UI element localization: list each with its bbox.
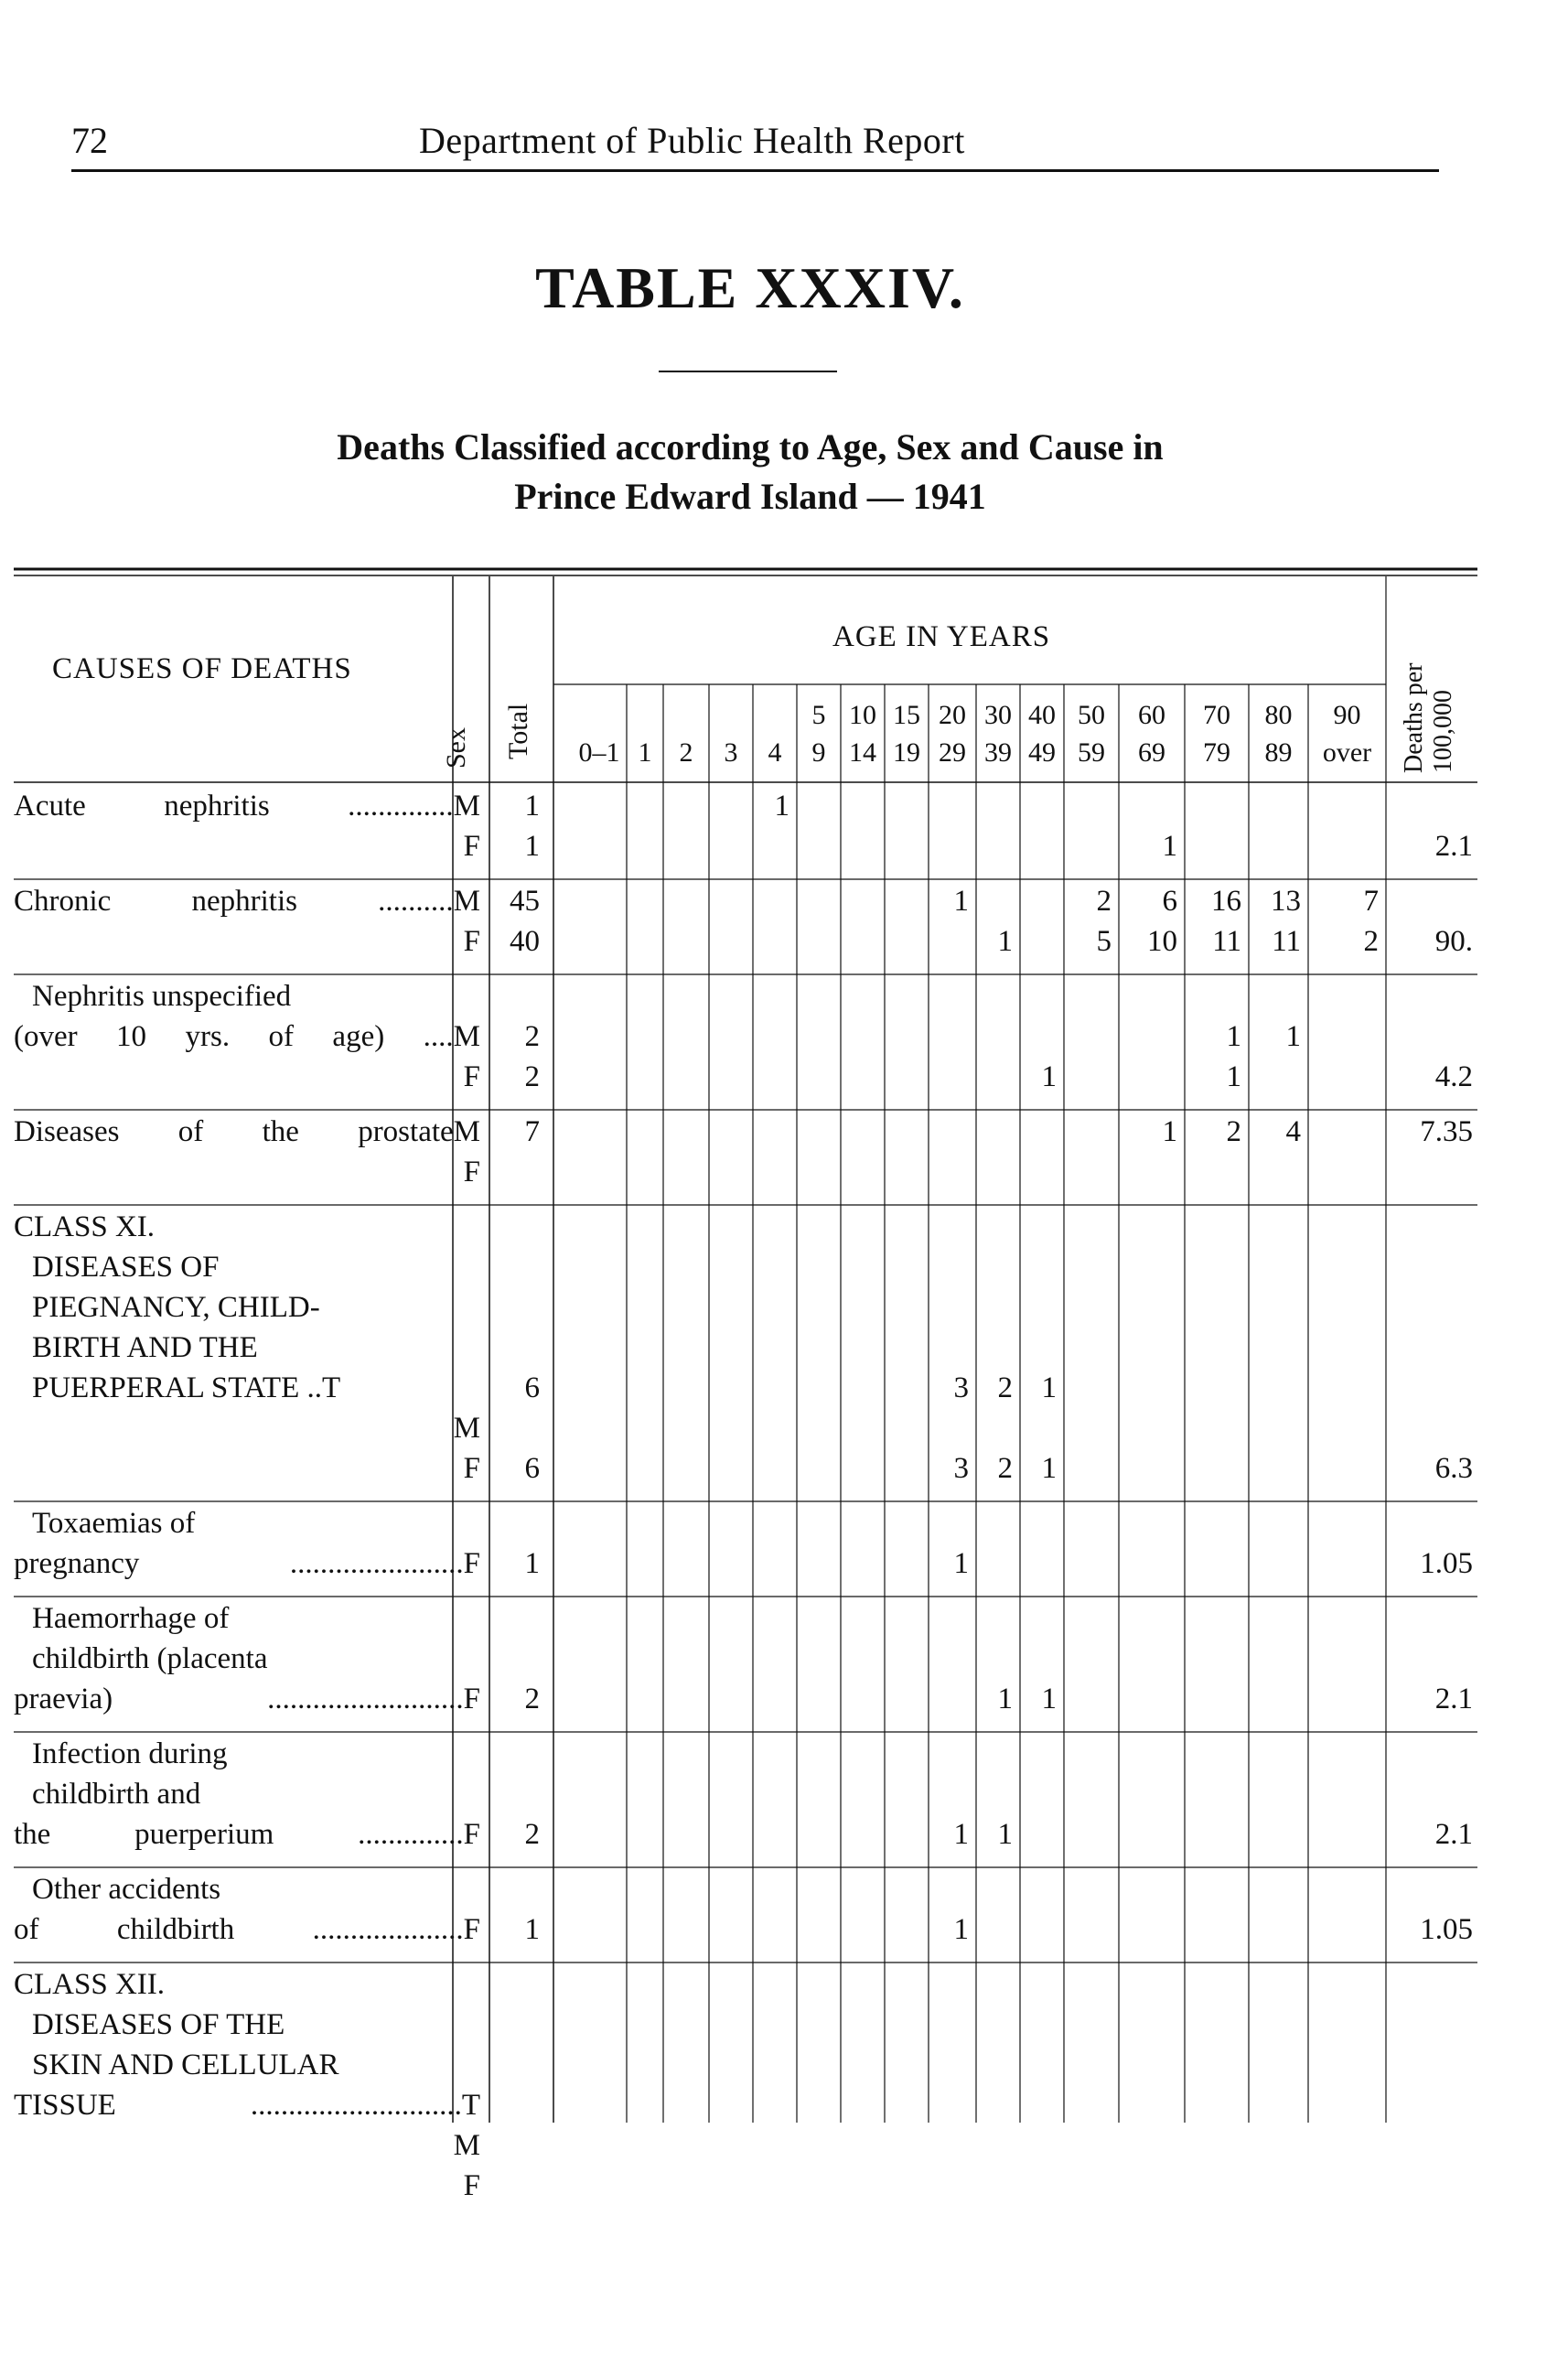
age-cell-value: 1 (953, 885, 969, 918)
row-label: Haemorrhage of (32, 1602, 230, 1635)
row-sex-label: M (453, 2129, 480, 2162)
row-total: 1 (524, 790, 540, 823)
age-cell-value: 1 (1162, 830, 1177, 863)
age-cell-value: 1 (1226, 1060, 1241, 1093)
age-col-header-bottom: 69 (1138, 737, 1165, 768)
row-label: the puerperium ..............F (14, 1818, 480, 1851)
age-col-header-bottom: 79 (1203, 737, 1230, 768)
age-col-header-bottom: 4 (768, 737, 782, 768)
age-cell-value: 1 (1285, 1020, 1301, 1053)
page-number: 72 (71, 120, 108, 161)
deaths-table (14, 567, 1477, 2202)
row-rate: 7.35 (1420, 1115, 1473, 1148)
age-cell-value: 2 (1363, 925, 1379, 958)
row-total: 2 (524, 1683, 540, 1715)
age-cell-value: 1 (1041, 1683, 1057, 1715)
age-col-header-bottom: 1 (638, 737, 652, 768)
caption-line-2: Prince Edward Island — 1941 (514, 476, 986, 517)
row-label: Other accidents (32, 1873, 221, 1906)
age-cell-value: 1 (953, 1913, 969, 1946)
age-cell-value: 1 (1041, 1371, 1057, 1404)
age-cell-value: 2 (1096, 885, 1112, 918)
row-label: PIEGNANCY, CHILD- (32, 1291, 320, 1324)
age-col-header-bottom: 29 (939, 737, 966, 768)
age-col-header-bottom: 9 (811, 737, 826, 768)
age-col-header-top: 5 (811, 700, 826, 730)
row-rate: 90. (1434, 925, 1473, 958)
table-caption (0, 423, 1500, 522)
row-total: 6 (524, 1371, 540, 1404)
row-sex-label: M (453, 1412, 480, 1445)
age-col-header-bottom: 19 (893, 737, 920, 768)
row-label: childbirth and (32, 1778, 201, 1811)
age-col-header-top: 60 (1138, 700, 1165, 730)
header-sex: Sex (441, 727, 471, 769)
table-title: TABLE XXXIV. (535, 255, 965, 320)
running-header (71, 119, 1439, 172)
age-cell-value: 13 (1271, 885, 1301, 918)
age-cell-value: 3 (953, 1371, 969, 1404)
row-sex-label: F (463, 1060, 480, 1093)
row-rate: 4.2 (1434, 1060, 1473, 1093)
row-label: Diseases of the prostateM (14, 1115, 480, 1148)
age-col-header-bottom: 0–1 (578, 737, 620, 768)
age-col-header-top: 80 (1264, 700, 1293, 730)
row-label: CLASS XI. (14, 1210, 156, 1243)
age-cell-value: 3 (953, 1452, 969, 1485)
row-total: 1 (524, 1913, 540, 1946)
age-cell-value: 2 (997, 1452, 1013, 1485)
age-col-header-top: 90 (1333, 700, 1361, 730)
age-cell-value: 16 (1211, 885, 1241, 918)
title-divider (659, 371, 837, 372)
age-cell-value: 1 (953, 1547, 969, 1580)
age-cell-value: 11 (1212, 925, 1241, 958)
age-cell-value: 1 (1162, 1115, 1177, 1148)
age-col-header-bottom: 89 (1264, 737, 1293, 768)
age-cell-value: 1 (774, 790, 789, 823)
header-age-in-years: AGE IN YEARS (832, 620, 1051, 653)
row-rate: 2.1 (1434, 1818, 1473, 1851)
caption-line-1: Deaths Classified according to Age, Sex and Cause in (337, 426, 1164, 468)
row-label: SKIN AND CELLULAR (32, 2049, 339, 2081)
row-label: Nephritis unspecified (32, 980, 292, 1013)
row-label: DISEASES OF THE (32, 2008, 285, 2041)
row-rate: 2.1 (1434, 1683, 1473, 1715)
row-sex-label: F (463, 2169, 480, 2202)
age-cell-value: 4 (1285, 1115, 1301, 1148)
row-label: of childbirth ....................F (14, 1913, 480, 1946)
row-label: Toxaemias of (32, 1507, 196, 1540)
row-label: PUERPERAL STATE ..T (32, 1371, 341, 1404)
header-total: Total (503, 703, 533, 759)
age-col-header-top: 20 (939, 700, 966, 730)
row-label: pregnancy .......................F (14, 1547, 480, 1580)
row-sex-label: F (463, 830, 480, 863)
row-label: DISEASES OF (32, 1251, 220, 1284)
age-cell-value: 10 (1147, 925, 1177, 958)
row-sex-label: F (463, 925, 480, 958)
age-cell-value: 1 (997, 1818, 1013, 1851)
age-cell-value: 2 (1226, 1115, 1241, 1148)
row-total: 6 (524, 1452, 540, 1485)
age-cell-value: 7 (1363, 885, 1379, 918)
row-total: 40 (510, 925, 540, 958)
age-col-header-bottom: 3 (724, 737, 738, 768)
age-cell-value: 11 (1272, 925, 1301, 958)
row-label: CLASS XII. (14, 1968, 166, 2001)
age-cell-value: 1 (997, 925, 1013, 958)
header-deaths-per-100000: Deaths per 100,000 (1400, 662, 1457, 773)
age-cell-value: 1 (1226, 1020, 1241, 1053)
header-causes-of-deaths: CAUSES OF DEATHS (52, 652, 352, 685)
row-sex-label: F (463, 1156, 480, 1188)
age-cell-value: 1 (997, 1683, 1013, 1715)
age-cell-value: 1 (1041, 1060, 1057, 1093)
row-rate: 6.3 (1434, 1452, 1473, 1485)
row-label: Infection during (32, 1737, 228, 1770)
row-total: 45 (510, 885, 540, 918)
age-col-header-top: 30 (984, 700, 1012, 730)
age-col-header-bottom: 39 (984, 737, 1012, 768)
row-label: praevia) ..........................F (14, 1683, 480, 1715)
age-col-header-top: 15 (893, 700, 920, 730)
age-cell-value: 2 (997, 1371, 1013, 1404)
age-col-header-top: 50 (1078, 700, 1105, 730)
row-label: Chronic nephritis ..........M (14, 885, 480, 918)
age-col-header-bottom: 14 (849, 737, 876, 768)
row-label: Acute nephritis ..............M (14, 790, 480, 823)
row-total: 1 (524, 830, 540, 863)
age-cell-value: 1 (1041, 1452, 1057, 1485)
row-label: BIRTH AND THE (32, 1331, 258, 1364)
age-col-header-bottom: over (1322, 737, 1372, 768)
age-cell-value: 6 (1162, 885, 1177, 918)
age-col-header-bottom: 59 (1078, 737, 1105, 768)
row-total: 2 (524, 1020, 540, 1053)
age-col-header-top: 40 (1028, 700, 1056, 730)
row-total: 1 (524, 1547, 540, 1580)
row-total: 7 (524, 1115, 540, 1148)
row-total: 2 (524, 1818, 540, 1851)
age-col-header-top: 70 (1203, 700, 1230, 730)
row-rate: 1.05 (1420, 1913, 1473, 1946)
row-sex-label: F (463, 1452, 480, 1485)
row-total: 2 (524, 1060, 540, 1093)
age-cell-value: 1 (953, 1818, 969, 1851)
age-cell-value: 5 (1096, 925, 1112, 958)
row-label: (over 10 yrs. of age) ....M (14, 1020, 480, 1053)
age-col-header-bottom: 49 (1028, 737, 1056, 768)
row-label: TISSUE ............................T (14, 2089, 480, 2122)
header-title: Department of Public Health Report (419, 120, 965, 161)
age-col-header-top: 10 (849, 700, 876, 730)
row-label: childbirth (placenta (32, 1642, 268, 1675)
row-rate: 1.05 (1420, 1547, 1473, 1580)
row-rate: 2.1 (1434, 830, 1473, 863)
age-col-header-bottom: 2 (679, 737, 693, 768)
